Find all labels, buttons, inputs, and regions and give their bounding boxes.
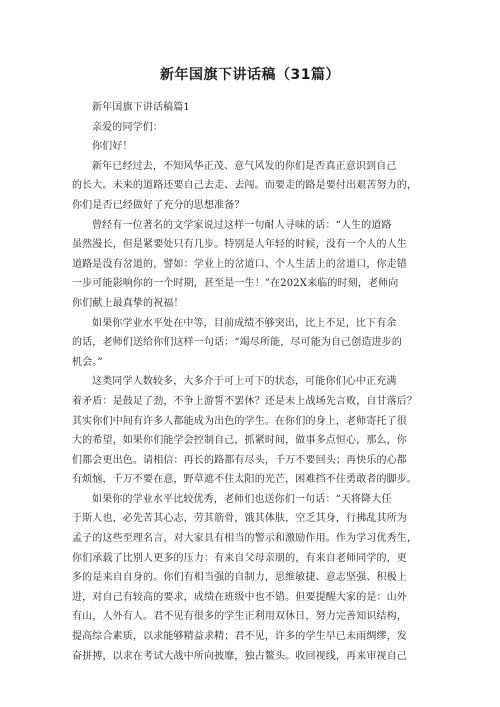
text-line: 如果你的学业水平比较优秀，老师们也送你们一句话：“天将降大任: [92, 493, 392, 505]
text-line: 进，对自己有较高的要求，成绩在班级中也不错。但要提醒大家的是：山外: [72, 591, 407, 603]
text-line: 你们好！: [92, 141, 133, 153]
text-line: 新年已经过去，不知风华正茂、意气风发的你们是否真正意识到自己: [92, 160, 397, 172]
text-line: 孟子的这些至理名言，对大家具有相当的警示和激励作用。作为学习优秀生，: [72, 533, 418, 545]
text-line: 的长大。未来的道路还要自己去走、去闯。而要走的路是要付出艰苦努力的，: [72, 180, 418, 192]
text-line: 奋拼搏，以求在考试大战中所向披靡，独占鳌头。收回视线，再来审视自己: [72, 650, 407, 662]
text-line: 大的希望，如果你们能学会控制自己，抓紧时间，做事多点恒心，那么，你: [72, 435, 407, 447]
text-line: 一步可能影响你的一个时期，甚至是一生！”在202X来临的时刻，老师向: [72, 278, 399, 290]
text-line: 曾经有一位著名的文学家说过这样一句耐人寻味的话：“人生的道路: [92, 219, 392, 231]
text-line: 新年国旗下讲话稿篇1: [92, 102, 190, 113]
text-line: 你们献上最真挚的祝福！: [72, 297, 184, 309]
text-line: 着矛盾：是鼓足了劲，不争上游誓不罢休？还是未上战场先言败，自甘落后？: [72, 395, 418, 407]
text-line: 这类同学人数较多，大多介于可上可下的状态，可能你们心中正充满: [92, 376, 397, 388]
text-line: 你们是否已经做好了充分的思想准备？: [72, 199, 245, 211]
text-line: 有烦恼，千万不要在意，野草遮不住太阳的光芒，困难挡不住勇敢者的脚步。: [72, 474, 418, 486]
text-line: 有山，人外有人。君不见有很多的学生正利用双休日，努力完善知识结构，: [72, 611, 407, 623]
document-body: [72, 98, 432, 666]
text-line: 其实你们中间有许多人都能成为出色的学生。在你们的身上，老师寄托了很: [72, 415, 407, 427]
text-line: 于斯人也，必先苦其心志，劳其筋骨，饿其体肤，空乏其身，行拂乱其所为: [72, 513, 407, 525]
text-line: 的话，老师们送给你们这样一句话：“竭尽所能，尽可能为自己创造进步的: [72, 337, 403, 349]
text-line: 机会。”: [72, 356, 103, 368]
text-line: 如果你学业水平处在中等，目前成绩不够突出，比上不足，比下有余: [92, 317, 397, 329]
text-line: 们都会更出色。请相信：再长的路都有尽头，千万不要回头；再快乐的心都: [72, 454, 407, 466]
document-title: 新年国旗下讲话稿（31篇）: [160, 67, 340, 83]
text-line: 虽然漫长，但是紧要处只有几步。特别是人年轻的时候，没有一个人的人生: [72, 239, 407, 251]
text-line: 提高综合素质，以求能够精益求精；君不见，许多的学生早已未雨绸缪，发: [72, 631, 407, 643]
text-line: 多的是来自自身的。你们有相当强的自制力，思维敏捷、意志坚强、积极上: [72, 572, 407, 584]
text-line: 亲爱的同学们：: [92, 121, 164, 133]
text-line: 你们承载了比别人更多的压力：有来自父母亲朋的，有来自老师同学的，更: [72, 552, 407, 564]
text-line: 道路是没有岔道的，譬如：学业上的岔道口、个人生活上的岔道口，你走错: [72, 258, 407, 270]
